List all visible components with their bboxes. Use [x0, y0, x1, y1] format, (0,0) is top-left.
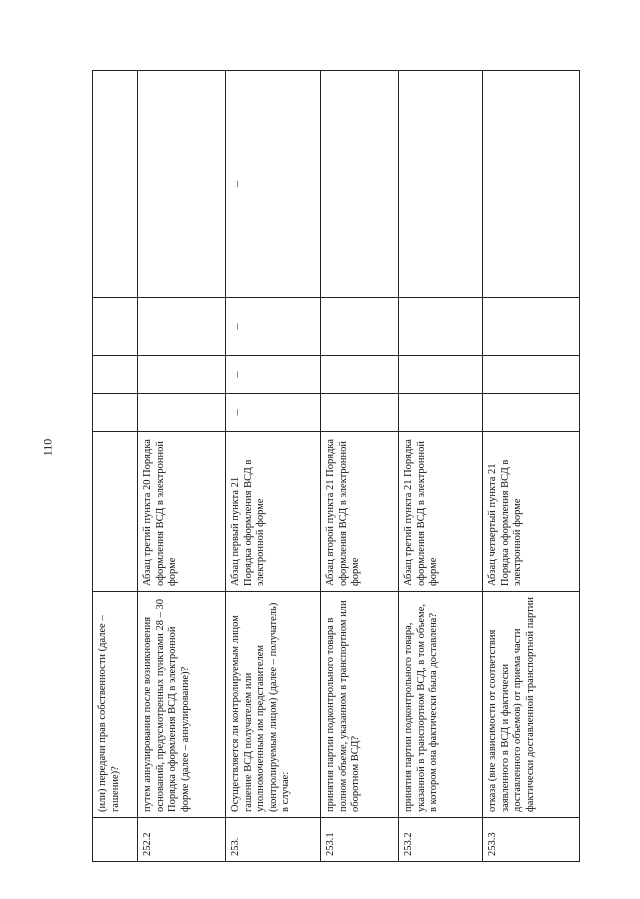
- answer-cell: [399, 394, 483, 432]
- answer-cell: [93, 356, 138, 394]
- note-cell: [93, 71, 138, 298]
- answer-cell: [138, 394, 226, 432]
- page-number: 110: [40, 438, 55, 457]
- requirement-text: отказа (вне зависимости от соответствия заявленного в ВСД и фактически доставленного объемов) от приема части фактически доставленной транспортной партии: [483, 592, 580, 818]
- answer-cell: [483, 298, 580, 356]
- row-number: 253.2: [399, 818, 483, 862]
- requirement-text: (или) передачи прав собственности (далее – гашение)?: [93, 592, 138, 818]
- row-number: 253.3: [483, 818, 580, 862]
- row-number: 253.1: [321, 818, 399, 862]
- answer-cell: [399, 298, 483, 356]
- reference-text: Абзац третий пункта 20 Порядка оформления ВСД в электронной форме: [138, 432, 226, 592]
- answer-cell: [321, 298, 399, 356]
- checklist-table-rotated: [92, 71, 579, 862]
- note-cell: [321, 71, 399, 298]
- answer-cell: [93, 394, 138, 432]
- table-row: [138, 71, 226, 862]
- requirement-text: принятия партии подконтрольного товара в полном объеме, указанном в транспортном или оборотном ВСД?: [321, 592, 399, 818]
- table-row: [93, 71, 138, 862]
- answer-cell: –: [226, 394, 321, 432]
- row-number: [93, 818, 138, 862]
- note-cell: [138, 71, 226, 298]
- answer-cell: [93, 298, 138, 356]
- note-cell: [483, 71, 580, 298]
- row-number: 253.: [226, 818, 321, 862]
- table-row: [399, 71, 483, 862]
- note-cell: [399, 71, 483, 298]
- answer-cell: [483, 356, 580, 394]
- table-row: [226, 71, 321, 862]
- reference-text: Абзац первый пункта 21 Порядка оформления ВСД в электронной форме: [226, 432, 321, 592]
- answer-cell: [138, 356, 226, 394]
- checklist-table: [92, 70, 580, 862]
- answer-cell: [483, 394, 580, 432]
- table-row: [483, 71, 580, 862]
- answer-cell: [138, 298, 226, 356]
- answer-cell: [321, 356, 399, 394]
- reference-text: Абзац второй пункта 21 Порядка оформления ВСД в электронной форме: [321, 432, 399, 592]
- answer-cell: [399, 356, 483, 394]
- answer-cell: [321, 394, 399, 432]
- reference-text: [93, 432, 138, 592]
- reference-text: Абзац третий пункта 21 Порядка оформления ВСД в электронной форме: [399, 432, 483, 592]
- requirement-text: принятия партии подконтрольного товара, указанной в транспортном ВСД, в том объеме, в котором она фактически была доставлена?: [399, 592, 483, 818]
- note-cell: –: [226, 71, 321, 298]
- reference-text: Абзац четвертый пункта 21 Порядка оформления ВСД в электронной форме: [483, 432, 580, 592]
- requirement-text: Осуществляется ли контролируемым лицом гашение ВСД получателем или уполномоченным им представителем (контролируемым лицом) (далее – получатель) в случае:: [226, 592, 321, 818]
- table-row: [321, 71, 399, 862]
- answer-cell: –: [226, 298, 321, 356]
- answer-cell: –: [226, 356, 321, 394]
- row-number: 252.2: [138, 818, 226, 862]
- requirement-text: путем аннулирования после возникновения оснований, предусмотренных пунктами 28 – 30 Порядка оформления ВСД в электронной форме (далее – аннулирование)?: [138, 592, 226, 818]
